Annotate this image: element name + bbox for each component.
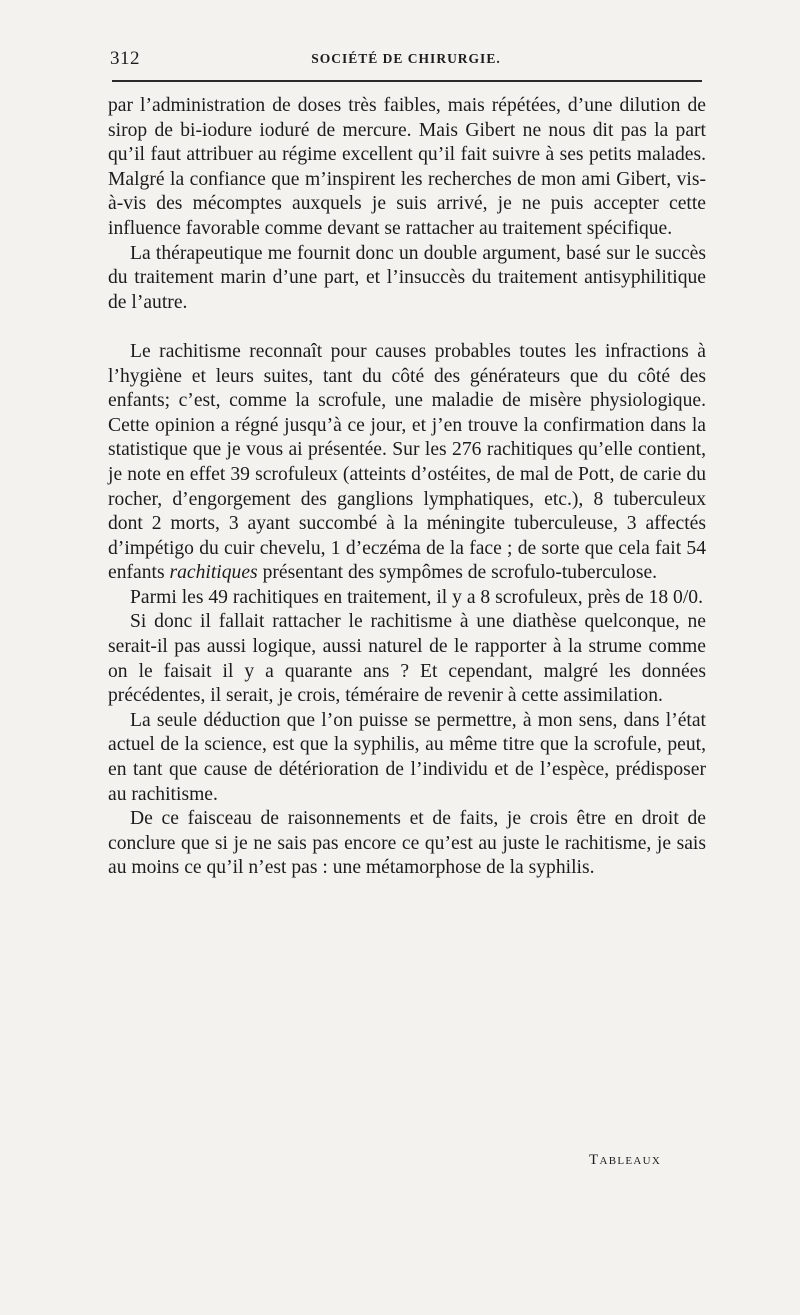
catchword: Tableaux bbox=[589, 1152, 662, 1168]
running-head: SOCIÉTÉ DE CHIRURGIE. bbox=[311, 51, 501, 66]
header-rule bbox=[112, 80, 702, 82]
paragraph: par l’administration de doses très faibles, mais répétées, d’une dilution de sirop de bi-iodure ioduré de mercure. Mais Gibert ne nous dit pas la part qu’il faut attribuer au régime excellent qu’il fait suivre à ses petits malades. Malgré la confiance que m’inspirent les recherches de mon ami Gibert, vis-à-vis des mécomptes auxquels je suis arrivé, je ne puis accepter cette influence favorable comme devant se rattacher au traitement spécifique. bbox=[108, 95, 706, 239]
body-text bbox=[108, 94, 706, 881]
page-number: 312 bbox=[110, 48, 140, 69]
paragraph: La thérapeutique me fournit donc un double argument, basé sur le succès du traitement marin d’une part, et l’insuccès du traitement antisyphilitique de l’autre. bbox=[108, 242, 706, 313]
paragraph: De ce faisceau de raisonnements et de faits, je crois être en droit de conclure que si je ne sais pas encore ce qu’est au juste le rachitisme, je sais au moins ce qu’il n’est pas : une métamorphose de la syphilis. bbox=[108, 808, 706, 879]
paragraph: La seule déduction que l’on puisse se permettre, à mon sens, dans l’état actuel de la science, est que la syphilis, au même titre que la scrofule, peut, en tant que cause de détérioration de l’individu et de l’espèce, prédisposer au rachitisme. bbox=[108, 709, 706, 805]
paragraph-text: présentant des sympômes de scrofulo-tuberculose. bbox=[262, 562, 658, 584]
paragraph: Si donc il fallait rattacher le rachitisme à une diathèse quelconque, ne serait-il pas aussi logique, aussi naturel de le rapporter à la strume comme on le faisait il y a quarante ans ? Et cependant, malgré les données précédentes, il serait, je crois, téméraire de revenir à cette assimilation. bbox=[108, 611, 706, 707]
paragraph bbox=[108, 340, 706, 586]
page-header bbox=[110, 48, 702, 72]
italic-term: rachitiques bbox=[169, 562, 258, 584]
paragraph: Parmi les 49 rachitiques en traitement, il y a 8 scrofuleux, près de 18 0/0. bbox=[130, 586, 703, 608]
paragraph-text: Le rachitisme reconnaît pour causes probables toutes les infractions à l’hygiène et leurs suites, tant du côté des générateurs que du côté des enfants; c’est, comme la scrofule, une maladie de misère physiologique. Cette opinion a régné jusqu’à ce jour, et j’en trouve la confirmation dans la statistique que je vous ai présentée. Sur les 276 rachitiques qu’elle contient, je note en effet 39 scrofuleux (atteints d’ostéites, de mal de Pott, de carie du rocher, d’engorgement des ganglions lymphatiques, etc.), 8 tuberculeux dont 2 morts, 3 ayant succombé à la méningite tuberculeuse, 3 affectés d’impétigo du cuir chevelu, 1 d’eczéma de la face ; de sorte que cela fait 54 enfants bbox=[108, 340, 706, 584]
